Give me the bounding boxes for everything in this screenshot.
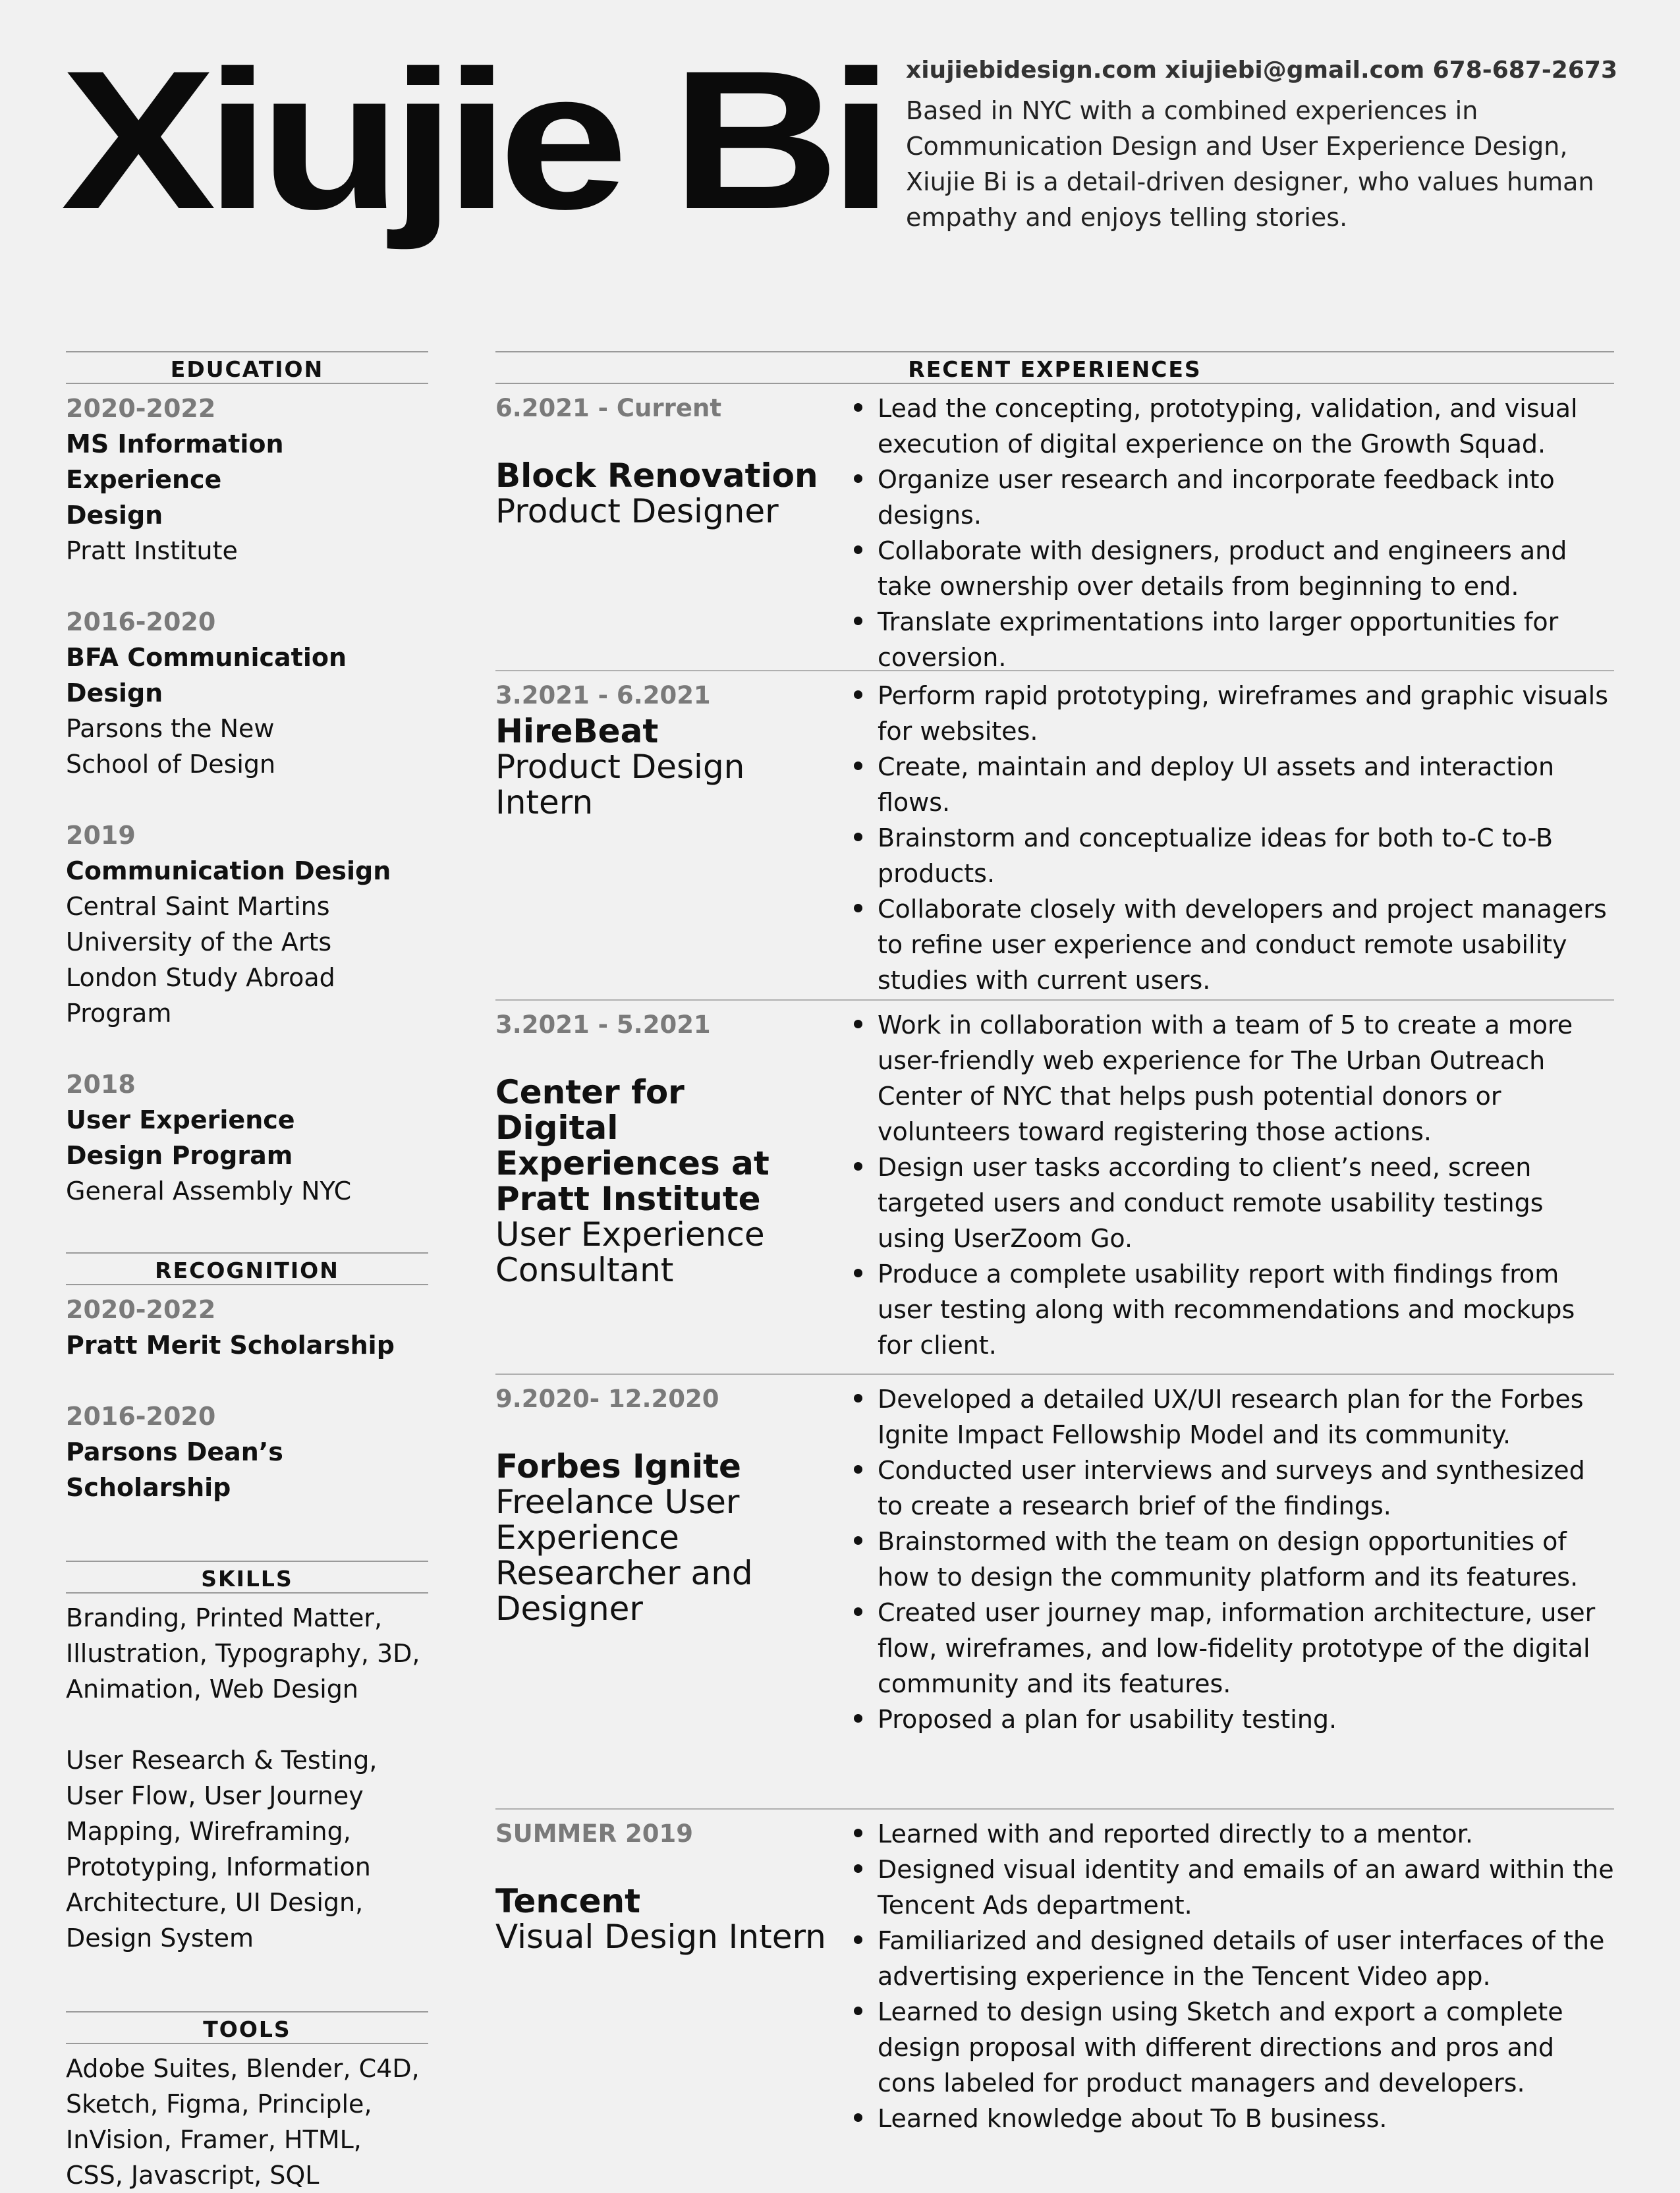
experience-heading: RECENT EXPERIENCES [495,351,1614,384]
education-school: Pratt Institute [66,536,238,565]
job-entry [495,384,1614,670]
job-meta [495,391,838,670]
education-heading: EDUCATION [66,351,428,384]
education-years: 2018 [66,1070,136,1099]
education-degree: BFA Communication Design [66,643,347,708]
job-bullet: Design user tasks according to client’s need, screen targeted users and conduct remote usability testings using UserZoom Go. [853,1150,1614,1256]
job-role: Product Design Intern [495,748,745,821]
job-meta [495,1381,838,1808]
education-degree: User Experience Design Program [66,1105,295,1170]
recognition-award: Parsons Dean’s Scholarship [66,1437,283,1502]
job-bullet: Produce a complete usability report with findings from user testing along with recommendations and mockups for client. [853,1256,1614,1363]
job-bullet: Conducted user interviews and surveys and synthesized to create a research brief of the findings. [853,1453,1614,1524]
job-bullets [838,1007,1614,1374]
job-bullet: Designed visual identity and emails of an award within the Tencent Ads department. [853,1852,1614,1923]
education-entry [66,818,428,1031]
job-entry [495,999,1614,1374]
job-date: 3.2021 - 6.2021 [495,681,711,709]
job-role: Freelance User Experience Researcher and Designer [495,1483,753,1628]
job-bullet: Developed a detailed UX/UI research plan for the Forbes Ignite Impact Fellowship Model and its community. [853,1381,1614,1453]
job-bullets [838,1381,1614,1808]
education-years: 2016-2020 [66,607,216,636]
phone-number[interactable]: 678-687-2673 [1432,57,1617,84]
job-bullet: Learned knowledge about To B business. [853,2101,1614,2136]
recognition-entry [66,1399,428,1505]
job-bullet: Learned with and reported directly to a mentor. [853,1816,1614,1852]
job-bullet: Create, maintain and deploy UI assets and interaction flows. [853,749,1614,820]
right-column [495,351,1614,2185]
job-bullets [838,678,1614,999]
job-meta [495,1007,838,1374]
job-role: Product Designer [495,492,779,530]
job-date: 3.2021 - 5.2021 [495,1011,711,1039]
education-degree: MS Information Experience Design [66,430,284,530]
contact-row [906,57,1617,84]
education-entry [66,391,428,569]
education-school: Parsons the New School of Design [66,714,276,779]
bio-text: Based in NYC with a combined experiences in Communication Design and User Experience Design, Xiujie Bi is a detail-driven designer, who values human empathy and enjoys telling stories. [906,96,1594,232]
education-years: 2019 [66,821,136,850]
job-company: Forbes Ignite [495,1447,741,1485]
job-bullet: Familiarized and designed details of user interfaces of the advertising experience in the Tencent Video app. [853,1923,1614,1994]
job-entry [495,1374,1614,1808]
tools-heading: TOOLS [66,2011,428,2044]
resume-name: Xiujie Bi [61,29,883,250]
job-entry [495,670,1614,999]
skills-heading: SKILLS [66,1561,428,1594]
job-bullet: Perform rapid prototyping, wireframes and graphic visuals for websites. [853,678,1614,749]
job-bullet: Lead the concepting, prototyping, validation, and visual execution of digital experience on the Growth Squad. [853,391,1614,462]
recognition-years: 2016-2020 [66,1402,216,1431]
email-link[interactable]: xiujiebi@gmail.com [1165,57,1425,84]
job-date: 9.2020- 12.2020 [495,1385,719,1413]
recognition-award: Pratt Merit Scholarship [66,1331,395,1360]
job-company: Center for Digital Experiences at Pratt Institute [495,1073,770,1218]
education-entry [66,1067,428,1209]
job-bullet: Proposed a plan for usability testing. [853,1702,1614,1737]
education-entry [66,604,428,782]
education-years: 2020-2022 [66,394,216,423]
job-meta [495,1816,838,2185]
job-company: Block Renovation [495,457,818,495]
job-bullet: Organize user research and incorporate feedback into designs. [853,462,1614,533]
job-bullet: Translate exprimentations into larger opportunities for coversion. [853,604,1614,675]
job-company: HireBeat [495,712,659,750]
job-bullet: Learned to design using Sketch and export a complete design proposal with different directions and pros and cons labeled for product managers and developers. [853,1994,1614,2101]
job-bullet: Brainstorm and conceptualize ideas for both to-C to-B products. [853,820,1614,891]
job-bullet: Collaborate with designers, product and engineers and take ownership over details from beginning to end. [853,533,1614,604]
skills-design: Branding, Printed Matter, Illustration, Typography, 3D, Animation, Web Design [66,1603,420,1704]
job-meta [495,678,838,999]
recognition-heading: RECOGNITION [66,1252,428,1285]
contact-block [906,57,1617,235]
job-bullet: Brainstormed with the team on design opportunities of how to design the community platform and its features. [853,1524,1614,1595]
job-bullet: Work in collaboration with a team of 5 to create a more user-friendly web experience for The Urban Outreach Center of NYC that helps push potential donors or volunteers toward registering those actions. [853,1007,1614,1150]
website-link[interactable]: xiujiebidesign.com [906,57,1158,84]
education-school: General Assembly NYC [66,1177,352,1206]
recognition-years: 2020-2022 [66,1295,216,1324]
job-bullet: Collaborate closely with developers and project managers to refine user experience and conduct remote usability studies with current users. [853,891,1614,998]
job-company: Tencent [495,1882,641,1920]
education-degree: Communication Design [66,856,391,885]
recognition-entry [66,1292,428,1363]
education-school: Central Saint Martins University of the Arts London Study Abroad Program [66,892,335,1028]
job-date: 6.2021 - Current [495,394,722,422]
job-bullets [838,1816,1614,2185]
job-bullets [838,391,1614,670]
tools-list: Adobe Suites, Blender, C4D, Sketch, Figma, Principle, InVision, Framer, HTML, CSS, Javascript, SQL [66,2054,420,2190]
skills-ux: User Research & Testing, User Flow, User Journey Mapping, Wireframing, Prototyping, Information Architecture, UI Design, Design System [66,1746,378,1953]
job-date: SUMMER 2019 [495,1819,693,1848]
job-entry [495,1808,1614,2185]
job-role: Visual Design Intern [495,1918,826,1956]
job-role: User Experience Consultant [495,1215,765,1289]
left-column [66,351,428,2193]
job-bullet: Created user journey map, information architecture, user flow, wireframes, and low-fidelity prototype of the digital community and its features. [853,1595,1614,1702]
